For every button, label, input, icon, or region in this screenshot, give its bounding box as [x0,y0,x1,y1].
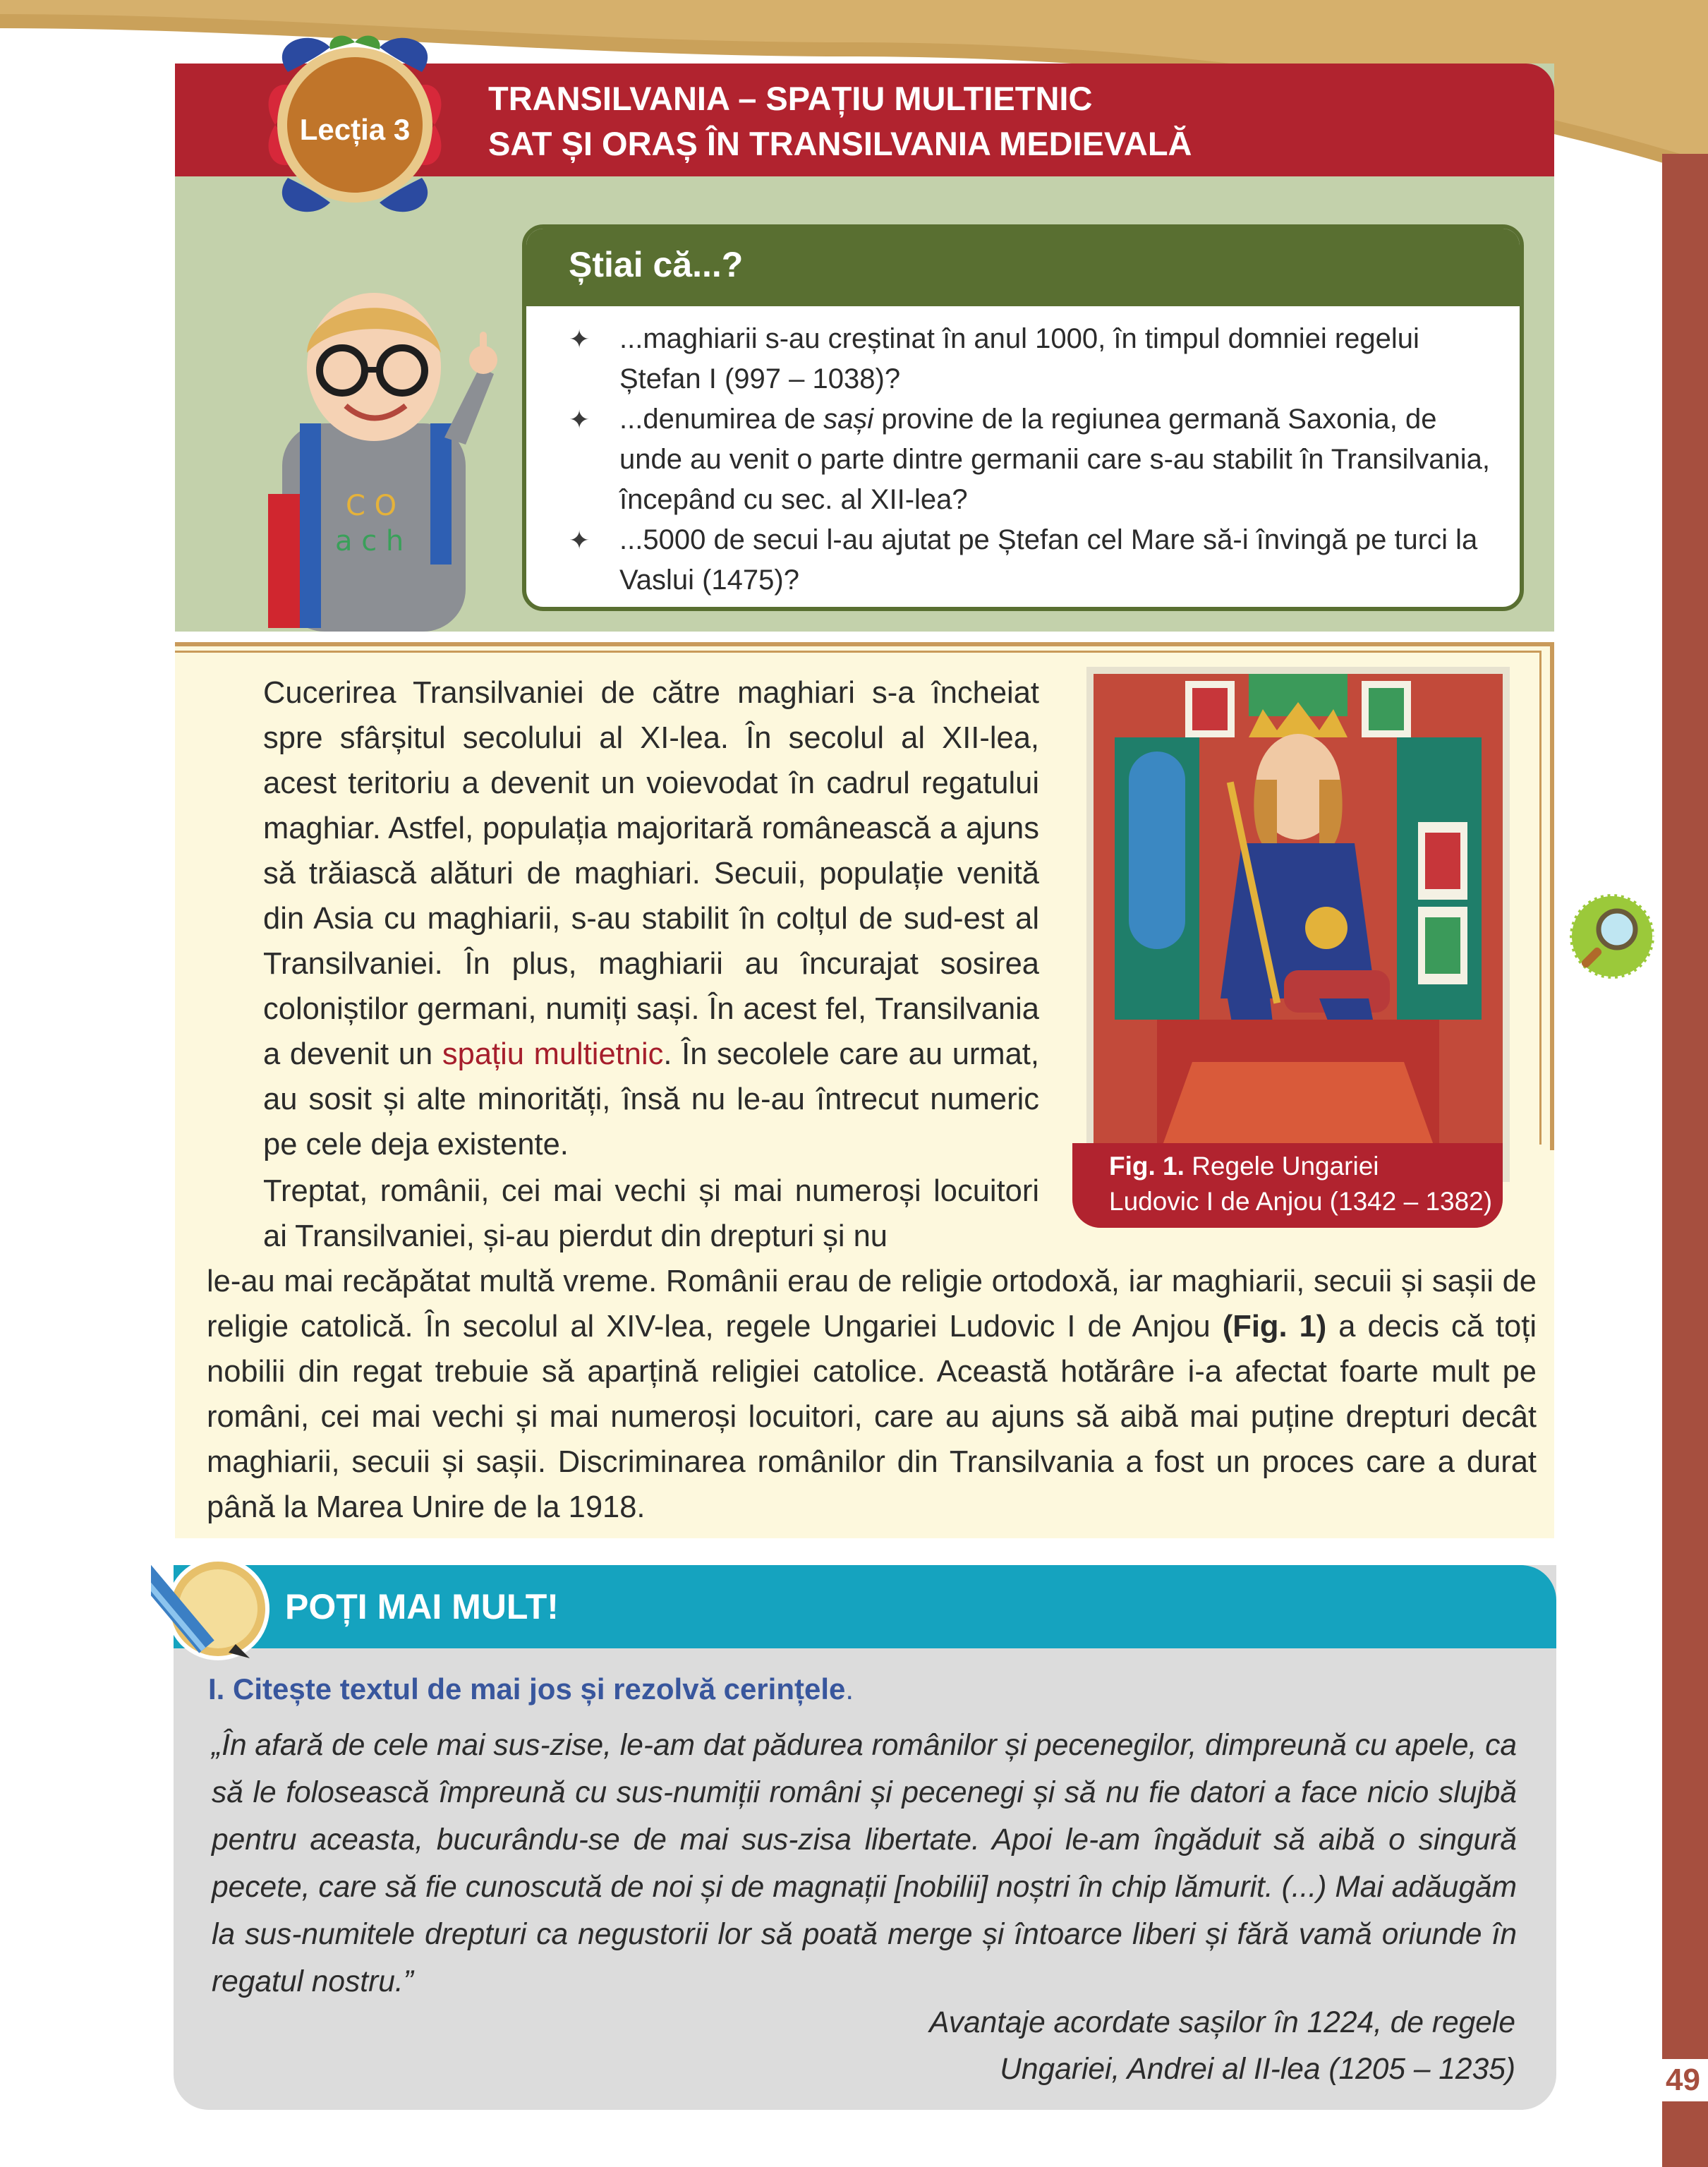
pencil-icon [151,1538,271,1662]
list-item [569,319,1500,399]
paragraph-3 [207,1259,1537,1530]
page-number: 49 [1658,2059,1708,2101]
list-item [569,399,1500,520]
lesson-badge-label: Lecția 3 [299,113,411,146]
king-ludovic-illustration [1086,667,1510,1182]
list-item-text-before: ...denumirea de [619,404,824,435]
figure-caption-line2: Ludovic I de Anjou (1342 – 1382) [1109,1187,1493,1216]
lesson-title-line1: TRANSILVANIA – SPAȚIU MULTIETNIC [488,80,1093,117]
figure-caption [1072,1143,1503,1228]
task-instruction-text: I. Citește textul de mai jos și rezolvă cerințele [208,1672,846,1706]
sparkle-bullet-icon: ✦ [569,325,590,354]
did-you-know-box [522,224,1524,611]
list-item-text-after: provine de la regiunea germană Saxonia, de unde au venit o parte dintre germanii care s-au stabilit în Transilvania, începând cu sec. al XII-lea? [619,404,1491,515]
lesson-title [488,76,1192,167]
extra-activity-title: POȚI MAI MULT! [285,1587,559,1626]
right-margin-bar [1662,154,1708,2167]
paragraph-1-text-before: Cucerirea Transilvaniei de către maghiari s-a încheiat spre sfârșitul secolului al XI-lea. În secolul al XII-lea, acest teritoriu a devenit un voievodat în cadrul regatului maghiar. Astfel, populația majoritară românească a ajuns să trăiască alături de maghiari. Secuii, populație venită din Asia cu maghiarii, s-au stabilit în colțul de sud-est al Transilvaniei. În plus, maghiarii au încurajat sosirea coloniștilor germani, numiți sași. În acest fel, Transilvania a devenit un [263,676,1039,1071]
figure-label: Fig. 1. [1109,1152,1185,1181]
task-instruction [208,1672,854,1706]
did-you-know-title: Știai că...? [569,245,744,284]
svg-text:C O: C O [346,490,397,522]
list-item-text: ...5000 de secui l-au ajutat pe Ștefan cel Mare să-i învingă pe turci la Vaslui (1475)? [619,524,1478,596]
quote-source [705,2000,1515,2093]
magnifier-icon [1566,891,1658,982]
historical-quote: „În afară de cele mai sus-zise, le-am dat pădurea românilor și pecenegilor, dimpreună cu apele, ca să le folosească împreună cu sus-numiții români și pecenegi și să nu fie datori a face nicio slujbă pentru aceasta, bucurându-se de mai sus-zisa libertate. Apoi le-am îngăduit să aibă o singură pecete, care să fie cunoscută de noi și de magnații [nobilii] noștri în chip lămurit. (...) Mai adăugăm la sus-numitele drepturi ca negustorii lor să poată merge și întoarce liberi și fără vamă oriunde în regatul nostru.” [212,1729,1517,1998]
list-item-text: ...maghiarii s-au creștinat în anul 1000, în timpul domniei regelui Ștefan I (997 – 1038)? [619,323,1419,394]
paragraph-3-text-before: le-au mai recăpătat multă vreme. Românii erau de religie ortodoxă, iar maghiarii, secuii și sașii de religie catolică. În secolul al XIV-lea, regele Ungariei Ludovic I de Anjou [207,1264,1537,1344]
figure-reference: (Fig. 1) [1222,1310,1327,1344]
divider [1539,651,1542,1145]
quote-source-line1: Avantaje acordate sașilor în 1224, de regele [929,2006,1515,2039]
key-term-link[interactable]: spațiu multietnic [442,1037,664,1071]
boy-illustration [268,282,501,632]
divider [1550,642,1554,1150]
sparkle-bullet-icon: ✦ [569,405,590,434]
lesson-title-line2: SAT ȘI ORAȘ ÎN TRANSILVANIA MEDIEVALĂ [488,125,1192,162]
quote-source-line2: Ungariei, Andrei al II-lea (1205 – 1235) [1000,2053,1515,2086]
did-you-know-header [526,229,1520,306]
divider [175,642,1554,646]
did-you-know-list [569,319,1500,600]
divider [175,651,1542,653]
sparkle-bullet-icon: ✦ [569,526,590,555]
emphasized-term: sași [823,404,874,435]
paragraph-2: Treptat, românii, cei mai vechi și mai numeroși locuitori ai Transilvaniei, și-au pierdut din drepturi și nu [263,1174,1039,1253]
paragraph-1-text-after: . În secolele care au urmat, au sosit și alte minorități, însă nu le-au întrecut numeric pe cele deja existente. [263,1037,1039,1161]
paragraph-3-text-after: a decis că toți nobilii din regat trebuie să aparțină religiei catolice. Această hotărâre i-a afectat foarte mult pe români, cei mai vechi și mai numeroși locuitori, care au ajuns să aibă mai puține drepturi decât maghiarii, secuii și sașii. Discriminarea românilor din Transilvania a fost un proces care a durat până la Marea Unire de la 1918. [207,1310,1537,1524]
task-instruction-period: . [845,1672,854,1706]
paragraph-1 [207,670,1039,1167]
list-item [569,520,1500,600]
figure-caption-line1: Regele Ungariei [1192,1152,1379,1181]
svg-text:a c h: a c h [335,525,404,557]
